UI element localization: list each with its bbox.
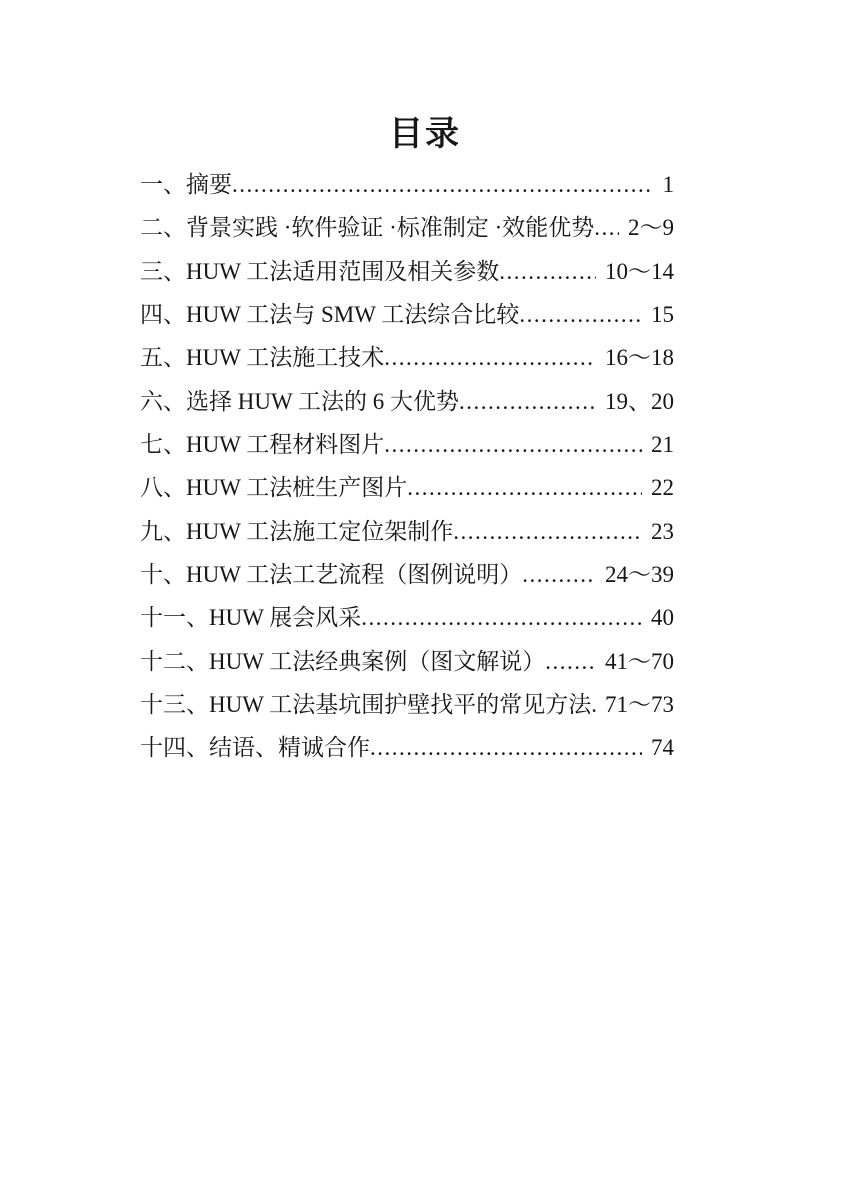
toc-entry [140, 726, 674, 769]
dot-leader [384, 336, 596, 379]
toc-entry [140, 596, 674, 639]
dot-leader [232, 163, 654, 206]
toc-entry [140, 683, 674, 726]
toc-entry [140, 423, 674, 466]
dot-leader [519, 293, 642, 336]
page-title: 目录 [389, 116, 461, 153]
toc-entry-page: 16～18 [605, 345, 674, 371]
toc-entry-label: 七、HUW 工程材料图片 [140, 432, 385, 458]
toc-entry [140, 553, 674, 596]
toc-entry [140, 206, 674, 249]
toc-entry-page: 41～70 [605, 648, 674, 674]
toc-entry [140, 250, 674, 293]
toc-entry-label: 十四、结语、精诚合作 [140, 735, 370, 761]
toc-entry-label: 十三、HUW 工法基坑围护壁找平的常见方法 [140, 692, 592, 718]
dot-leader [384, 423, 642, 466]
toc-entry-page: 40 [651, 605, 674, 631]
toc-entry [140, 336, 674, 379]
toc-entry-label: 一、摘要 [140, 172, 232, 197]
toc-entry-label: 九、HUW 工法施工定位架制作 [140, 518, 454, 544]
toc-entry-page: 22 [651, 475, 674, 501]
dot-leader [459, 380, 596, 423]
toc-entry-label: 十、HUW 工法工艺流程（图例说明） [140, 562, 523, 588]
toc-entry-page: 19、20 [605, 388, 674, 414]
toc-entry-label: 六、选择 HUW 工法的 6 大优势 [140, 388, 460, 414]
dot-leader [407, 466, 642, 509]
table-of-contents [140, 163, 674, 770]
toc-entry-page: 10～14 [605, 258, 674, 284]
dot-leader [522, 553, 596, 596]
toc-entry-label: 十一、HUW 展会风采 [140, 605, 362, 631]
toc-entry [140, 466, 674, 509]
toc-entry-page: 24～39 [605, 562, 674, 588]
toc-entry-label: 五、HUW 工法施工技术 [140, 345, 385, 371]
toc-entry-page: 74 [651, 735, 674, 761]
toc-entry [140, 293, 674, 336]
dot-leader [594, 206, 619, 249]
toc-entry-label: 四、HUW 工法与 SMW 工法综合比较 [140, 302, 520, 328]
toc-entry-label: 三、HUW 工法适用范围及相关参数 [140, 258, 500, 284]
dot-leader [499, 250, 596, 293]
toc-entry-label: 十二、HUW 工法经典案例（图文解说） [140, 648, 546, 674]
dot-leader [370, 726, 642, 769]
dot-leader [361, 596, 642, 639]
dot-leader [453, 510, 642, 553]
toc-entry-page: 1 [662, 172, 674, 197]
toc-entry [140, 640, 674, 683]
toc-entry-page: 15 [651, 302, 674, 328]
toc-entry-page: 2～9 [628, 215, 674, 241]
toc-entry-label: 八、HUW 工法桩生产图片 [140, 475, 408, 501]
toc-entry-page: 21 [651, 432, 674, 458]
toc-entry [140, 163, 674, 206]
toc-entry-label: 二、背景实践 ·软件验证 ·标准制定 ·效能优势 [140, 215, 595, 241]
toc-entry [140, 380, 674, 423]
toc-entry-page: 71～73 [605, 692, 674, 718]
dot-leader [545, 640, 596, 683]
toc-entry-page: 23 [651, 518, 674, 544]
toc-entry [140, 510, 674, 553]
